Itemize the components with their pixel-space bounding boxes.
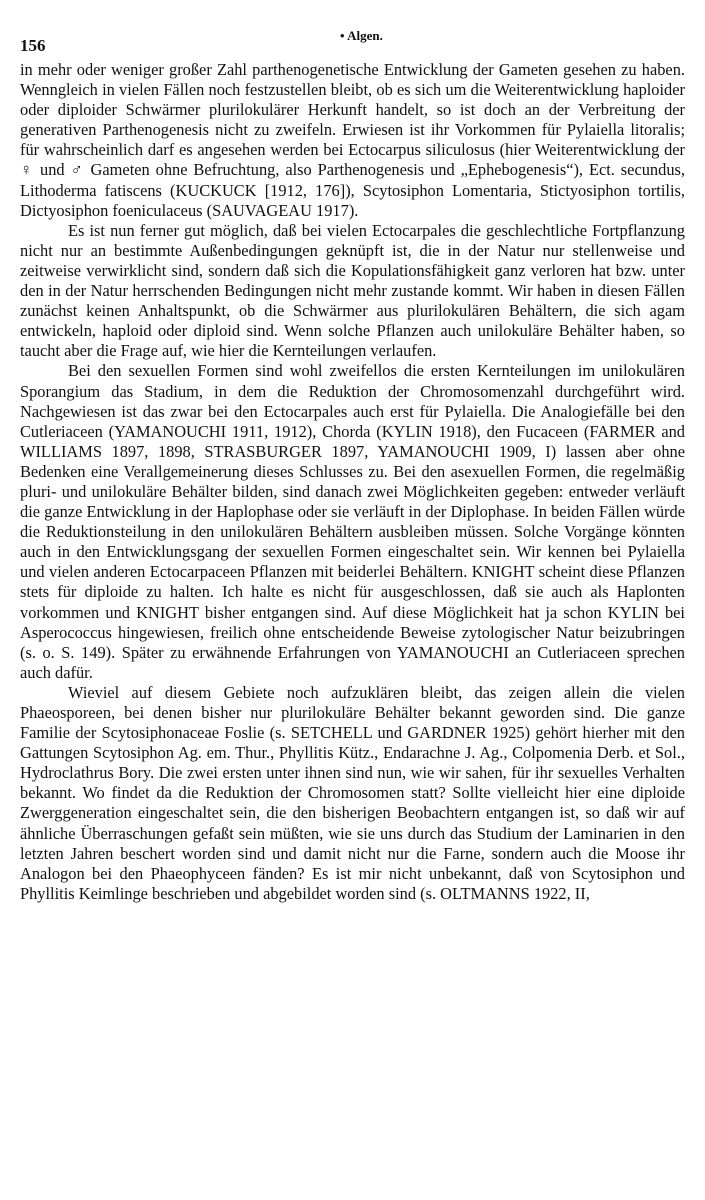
paragraph: Wieviel auf diesem Gebiete noch aufzuklären bleibt, das zeigen allein die vielen Phaeosporeen, bei denen bisher nur plurilokuläre Behälter bekannt geworden sind. Die ganze Familie der Scytosiphonaceae Foslie (s. SETCHELL und GARDNER 1925) gehört hierher mit den Gattungen Scytosiphon Ag. em. Thur., Phyllitis Kütz., Endarachne J. Ag., Colpomenia Derb. et Sol., Hydroclathrus Bory. Die zwei ersten unter ihnen sind nun, wie wir sahen, für ihr sexuelles Verhalten bekannt. Wo findet da die Reduktion der Chromosomen statt? Sollte vielleicht hier eine diploide Zwerggeneration eingeschaltet sein, die den bisherigen Beobachtern entgangen ist, so daß wir auf ähnliche Überraschungen gefaßt sein müßten, wie sie uns durch das Studium der Laminarien in den letzten Jahren beschert worden sind und damit nicht nur die Farne, sondern auch die Moose ihr Analogon bei den Phaeophyceen fänden? Es ist mir nicht unbekannt, daß von Scytosiphon und Phyllitis Keimlinge beschrieben und abgebildet worden sind (s. OLTMANNS 1922, II, — [20, 682, 685, 903]
body-text — [20, 60, 685, 904]
paragraph: in mehr oder weniger großer Zahl parthenogenetische Entwicklung der Gameten gesehen zu haben. Wenngleich in vielen Fällen noch festzustellen bleibt, ob es sich um die Weiterentwicklung haploider oder diploider Schwärmer plurilokulärer Herkunft handelt, so ist doch an der Verbreitung der generativen Parthenogenesis nicht zu zweifeln. Erwiesen ist ihr Vorkommen für Pylaiella litoralis; für wahrscheinlich darf es angesehen werden bei Ectocarpus siliculosus (hier Weiterentwicklung der ♀ und ♂ Gameten ohne Befruchtung, also Parthenogenesis und „Ephebogenesis“), Ect. secundus, Lithoderma fatiscens (KUCKUCK [1912, 176]), Scytosiphon Lomentaria, Stictyosiphon tortilis, Dictyosiphon foeniculaceus (SAUVAGEAU 1917). — [20, 60, 685, 220]
paragraph: Es ist nun ferner gut möglich, daß bei vielen Ectocarpales die geschlechtliche Fortpflanzung nicht nur an bestimmte Außenbedingungen geknüpft ist, die in der Natur nur stellenweise und zeitweise verwirklicht sind, sondern daß sich die Kopulationsfähigkeit ganz verloren hat bzw. unter den in der Natur herrschenden Bedingungen nicht mehr zustande kommt. Wir haben in diesen Fällen zunächst keinen Anhaltspunkt, ob die Schwärmer aus plurilokulären Behältern, die sich agam entwickeln, haploid oder diploid sind. Wenn solche Pflanzen auch unilokuläre Behälter haben, so taucht aber die Frage auf, wie hier die Kernteilungen verlaufen. — [20, 220, 685, 361]
page-header — [20, 28, 685, 60]
running-head: • Algen. — [340, 28, 383, 43]
paragraph: Bei den sexuellen Formen sind wohl zweifellos die ersten Kernteilungen im unilokulären Sporangium das Stadium, in dem die Reduktion der Chromosomenzahl durchgeführt wird. Nachgewiesen ist das zwar bei den Ectocarpales auch erst für Pylaiella. Die Analogiefälle bei den Cutleriaceen (YAMANOUCHI 1911, 1912), Chorda (KYLIN 1918), den Fucaceen (FARMER and WILLIAMS 1897, 1898, STRASBURGER 1897, YAMANOUCHI 1909, I) lassen aber ohne Bedenken eine Verallgemeinerung dieses Schlusses zu. Bei den asexuellen Formen, die regelmäßig pluri- und unilokuläre Behälter bilden, sind danach zwei Möglichkeiten gegeben: entweder verläuft die ganze Entwicklung in der Haplophase oder sie verläuft in der Diplophase. In beiden Fällen würde die Reduktionsteilung in den unilokulären Behältern ausbleiben müssen. Solche Vorgänge könnten auch in den Entwicklungsgang der sexuellen Formen eingeschaltet sein. Wir kennen bei Pylaiella und vielen anderen Ectocarpaceen Pflanzen mit beiderlei Behältern. KNIGHT scheint diese Pflanzen stets für diploide zu halten. Ich halte es nicht für ausgeschlossen, daß sie auch als Haplonten vorkommen und KNIGHT bisher entgangen sind. Auf diese Möglichkeit hat ja schon KYLIN bei Asperococcus hingewiesen, freilich ohne entscheidende Beweise zytologischer Natur beizubringen (s. o. S. 149). Später zu erwähnende Erfahrungen von YAMANOUCHI an Cutleriaceen sprechen auch dafür. — [20, 361, 685, 682]
page — [20, 28, 685, 904]
page-number: 156 — [20, 36, 46, 55]
